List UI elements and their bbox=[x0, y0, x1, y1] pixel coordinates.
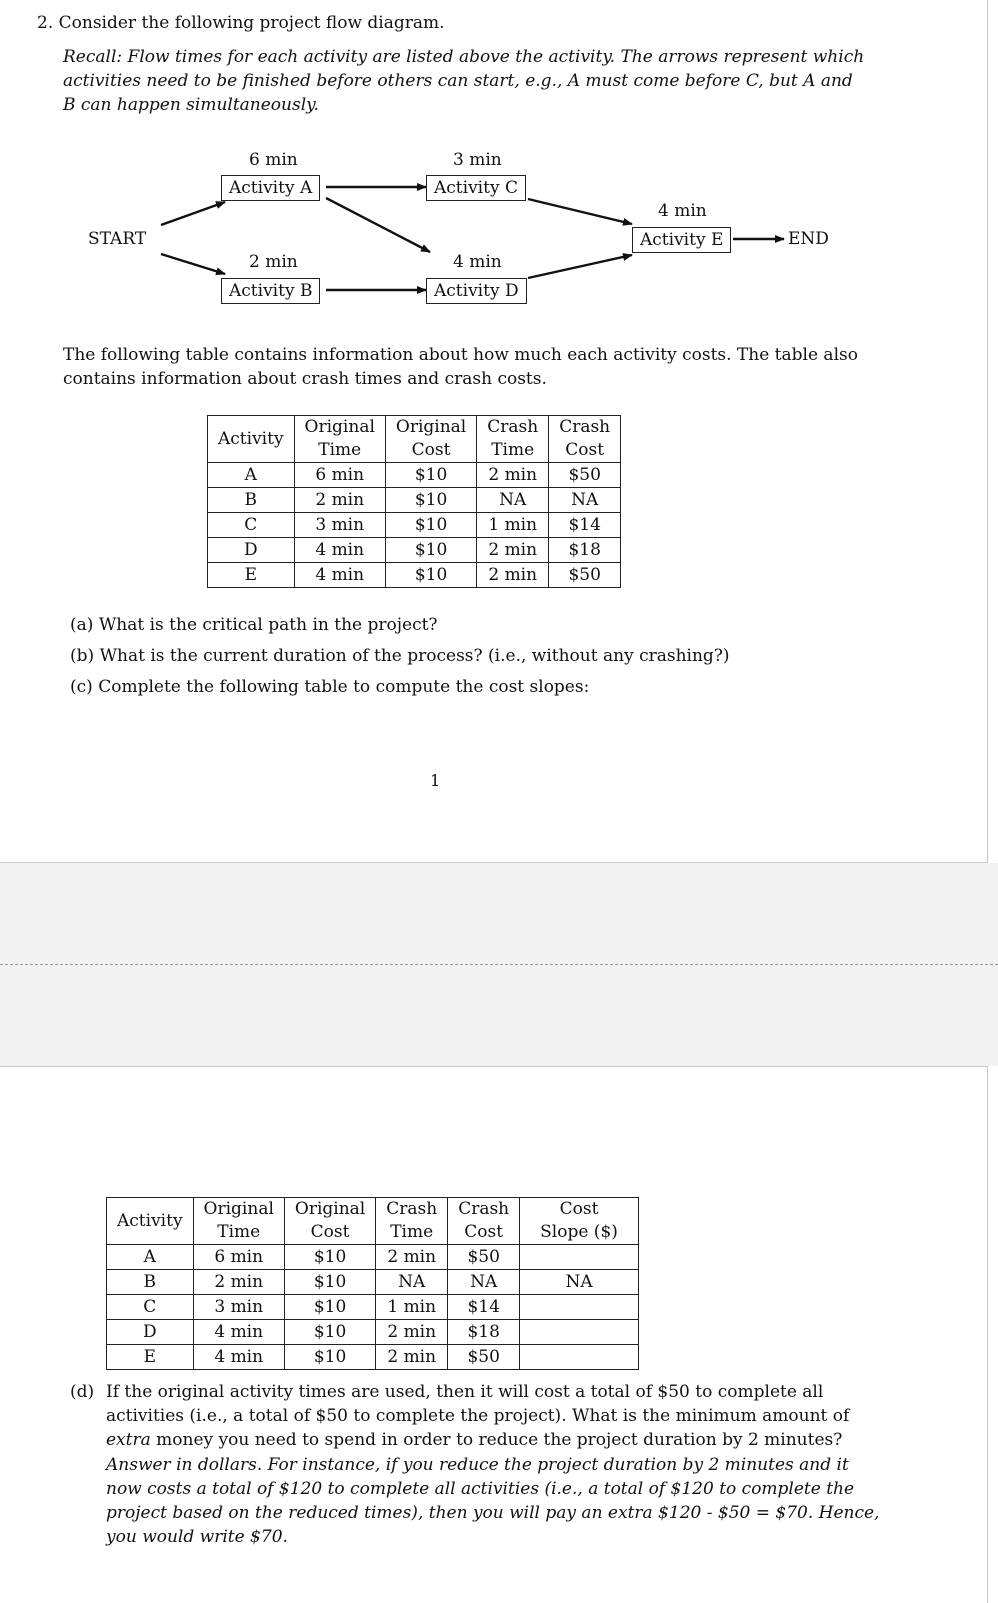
cell: 2 min bbox=[294, 488, 385, 513]
part-d-label: (d) bbox=[70, 1382, 95, 1402]
cell: $10 bbox=[284, 1295, 375, 1320]
table-row bbox=[208, 513, 621, 538]
cell: D bbox=[208, 538, 295, 563]
part-d-note-4: you would write $70. bbox=[106, 1527, 288, 1547]
activity-d-box: Activity D bbox=[426, 278, 527, 304]
cell: A bbox=[107, 1245, 194, 1270]
part-b: (b) What is the current duration of the process? (i.e., without any crashing?) bbox=[70, 646, 730, 666]
cell: $50 bbox=[448, 1245, 520, 1270]
cell: B bbox=[208, 488, 295, 513]
cell: $18 bbox=[448, 1320, 520, 1345]
header-crash-time: Crash Time bbox=[477, 416, 549, 463]
arrow-start-b bbox=[161, 254, 225, 274]
cost-slope-table bbox=[106, 1197, 639, 1370]
arrow-a-d bbox=[326, 198, 430, 252]
cell: $10 bbox=[385, 463, 476, 488]
cell: $10 bbox=[284, 1245, 375, 1270]
page-number: 1 bbox=[430, 771, 441, 790]
header-crash-cost: Crash Cost bbox=[549, 416, 621, 463]
cell: D bbox=[107, 1320, 194, 1345]
header-original-cost: Original Cost bbox=[284, 1198, 375, 1245]
table-row bbox=[208, 538, 621, 563]
cell: 2 min bbox=[477, 538, 549, 563]
table-intro-line-1: The following table contains information about how much each activity costs. The table also bbox=[63, 345, 858, 365]
cell: C bbox=[208, 513, 295, 538]
table-row bbox=[208, 488, 621, 513]
page-break-divider bbox=[0, 964, 998, 965]
arrow-start-a bbox=[161, 202, 225, 225]
header-original-time: Original Time bbox=[193, 1198, 284, 1245]
header-crash-time: Crash Time bbox=[376, 1198, 448, 1245]
cell: NA bbox=[376, 1270, 448, 1295]
page-2 bbox=[0, 1066, 988, 1603]
recall-line-1: Recall: Flow times for each activity are listed above the activity. The arrows represent which bbox=[63, 47, 865, 67]
arrow-c-e bbox=[528, 199, 632, 224]
cell: $10 bbox=[385, 563, 476, 588]
cell: 4 min bbox=[193, 1320, 284, 1345]
activity-c-box: Activity C bbox=[426, 175, 526, 201]
header-crash-cost: Crash Cost bbox=[448, 1198, 520, 1245]
question-intro: 2. Consider the following project flow diagram. bbox=[37, 13, 445, 33]
part-d-line-3: extra money you need to spend in order to reduce the project duration by 2 minutes? bbox=[106, 1430, 843, 1450]
cell: 2 min bbox=[376, 1245, 448, 1270]
cell: $10 bbox=[284, 1320, 375, 1345]
table-row bbox=[107, 1245, 639, 1270]
cell: 2 min bbox=[477, 463, 549, 488]
table-row bbox=[208, 463, 621, 488]
cell: E bbox=[107, 1345, 194, 1370]
header-activity: Activity bbox=[208, 416, 295, 463]
part-d-line-2: activities (i.e., a total of $50 to complete the project). What is the minimum amount of bbox=[106, 1406, 850, 1426]
cost-slope-cell[interactable] bbox=[520, 1295, 639, 1320]
cost-table bbox=[207, 415, 621, 588]
activity-e-time: 4 min bbox=[658, 201, 707, 221]
cost-slope-cell[interactable] bbox=[520, 1320, 639, 1345]
header-cost-slope: Cost Slope ($) bbox=[520, 1198, 639, 1245]
cell: 1 min bbox=[477, 513, 549, 538]
activity-c-time: 3 min bbox=[453, 150, 502, 170]
cell: A bbox=[208, 463, 295, 488]
activity-b-time: 2 min bbox=[249, 252, 298, 272]
cell: $10 bbox=[385, 538, 476, 563]
cell: $10 bbox=[385, 513, 476, 538]
recall-line-3: B can happen simultaneously. bbox=[63, 95, 319, 115]
cell: 3 min bbox=[193, 1295, 284, 1320]
cell: $50 bbox=[448, 1345, 520, 1370]
cell: $14 bbox=[448, 1295, 520, 1320]
cell: 2 min bbox=[193, 1270, 284, 1295]
cell: NA bbox=[549, 488, 621, 513]
part-a: (a) What is the critical path in the project? bbox=[70, 615, 438, 635]
cell: 4 min bbox=[294, 538, 385, 563]
cell: 2 min bbox=[477, 563, 549, 588]
cell: 3 min bbox=[294, 513, 385, 538]
activity-d-time: 4 min bbox=[453, 252, 502, 272]
part-c: (c) Complete the following table to compute the cost slopes: bbox=[70, 677, 590, 697]
arrow-d-e bbox=[528, 255, 632, 278]
cell: 4 min bbox=[193, 1345, 284, 1370]
header-original-time: Original Time bbox=[294, 416, 385, 463]
part-d-note-2: now costs a total of $120 to complete all activities (i.e., a total of $120 to complete the bbox=[106, 1479, 855, 1499]
table-intro-line-2: contains information about crash times and crash costs. bbox=[63, 369, 547, 389]
cell: 2 min bbox=[376, 1320, 448, 1345]
part-d-note-1: Answer in dollars. For instance, if you reduce the project duration by 2 minutes and it bbox=[106, 1455, 849, 1475]
cell: C bbox=[107, 1295, 194, 1320]
cell: 2 min bbox=[376, 1345, 448, 1370]
cell: 1 min bbox=[376, 1295, 448, 1320]
cell: $50 bbox=[549, 463, 621, 488]
cost-slope-cell[interactable] bbox=[520, 1245, 639, 1270]
cell: B bbox=[107, 1270, 194, 1295]
cell: $50 bbox=[549, 563, 621, 588]
table-row bbox=[107, 1345, 639, 1370]
part-d-note-3: project based on the reduced times), then you will pay an extra $120 - $50 = $70. Hence, bbox=[106, 1503, 880, 1523]
cell: 4 min bbox=[294, 563, 385, 588]
cell: 6 min bbox=[193, 1245, 284, 1270]
cell: NA bbox=[448, 1270, 520, 1295]
cell: $10 bbox=[284, 1345, 375, 1370]
cell: $18 bbox=[549, 538, 621, 563]
header-original-cost: Original Cost bbox=[385, 416, 476, 463]
activity-a-box: Activity A bbox=[221, 175, 320, 201]
recall-line-2: activities need to be finished before others can start, e.g., A must come before C, but A and bbox=[63, 71, 853, 91]
start-label: START bbox=[88, 229, 147, 249]
table-header-row bbox=[107, 1198, 639, 1245]
activity-a-time: 6 min bbox=[249, 150, 298, 170]
cost-slope-cell: NA bbox=[520, 1270, 639, 1295]
table-row bbox=[208, 563, 621, 588]
table-row bbox=[107, 1270, 639, 1295]
cell: NA bbox=[477, 488, 549, 513]
cell: $14 bbox=[549, 513, 621, 538]
extra-emphasis: extra bbox=[106, 1430, 151, 1450]
end-label: END bbox=[788, 229, 829, 249]
cell: $10 bbox=[385, 488, 476, 513]
activity-b-box: Activity B bbox=[221, 278, 320, 304]
cell: E bbox=[208, 563, 295, 588]
activity-e-box: Activity E bbox=[632, 227, 731, 253]
table-row bbox=[107, 1295, 639, 1320]
cell: $10 bbox=[284, 1270, 375, 1295]
cost-slope-cell[interactable] bbox=[520, 1345, 639, 1370]
header-activity: Activity bbox=[107, 1198, 194, 1245]
table-row bbox=[107, 1320, 639, 1345]
cell: 6 min bbox=[294, 463, 385, 488]
table-header-row bbox=[208, 416, 621, 463]
part-d-line-1: If the original activity times are used, then it will cost a total of $50 to complete all bbox=[106, 1382, 824, 1402]
